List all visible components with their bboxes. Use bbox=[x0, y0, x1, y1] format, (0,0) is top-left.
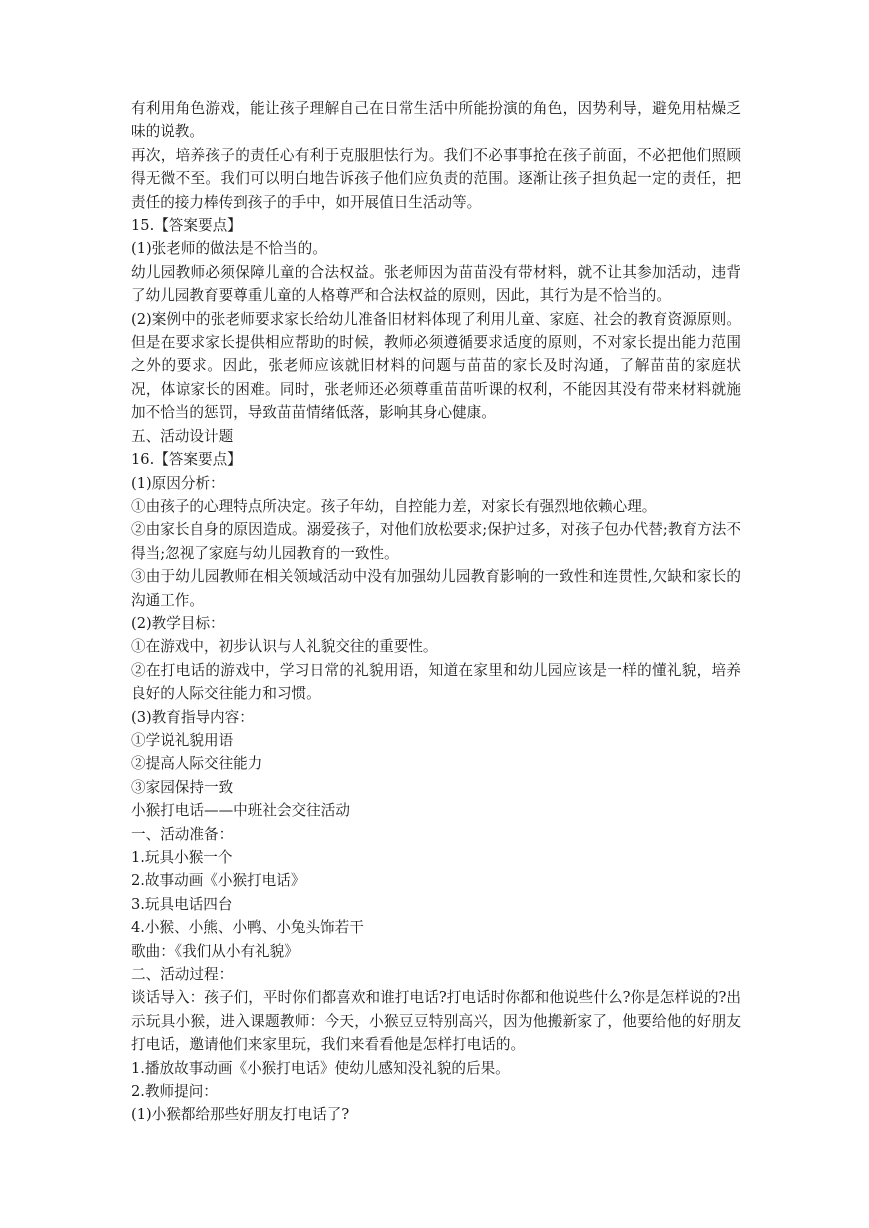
paragraph: ①由孩子的心理特点所决定。孩子年幼，自控能力差，对家长有强烈地依赖心理。 bbox=[131, 497, 657, 515]
paragraph: 有利用角色游戏，能让孩子理解自己在日常生活中所能扮演的角色，因势利导，避免用枯燥乏味的说教。 bbox=[131, 100, 741, 141]
paragraph: (3)教育指导内容： bbox=[131, 708, 254, 726]
paragraph: 2.故事动画《小猴打电话》 bbox=[131, 872, 306, 890]
paragraph: ①学说礼貌用语 bbox=[131, 731, 234, 749]
paragraph: 3.玩具电话四台 bbox=[131, 895, 233, 913]
paragraph: 再次，培养孩子的责任心有利于克服胆怯行为。我们不必事事抢在孩子前面，不必把他们照顾得无微不至。我们可以明白地告诉孩子他们应负责的范围。逐渐让孩子担负起一定的责任，把责任的接力棒传到孩子的手中，如开展值日生活动等。 bbox=[131, 146, 741, 211]
paragraph: 幼儿园教师必须保障儿童的合法权益。张老师因为苗苗没有带材料，就不让其参加活动，违背了幼儿园教育要尊重儿童的人格尊严和合法权益的原则，因此，其行为是不恰当的。 bbox=[131, 263, 741, 305]
section-heading: 五、活动设计题 bbox=[131, 427, 234, 445]
paragraph: ②在打电话的游戏中，学习日常的礼貌用语，知道在家里和幼儿园应该是一样的懂礼貌，培养良好的人际交往能力和习惯。 bbox=[131, 661, 741, 703]
paragraph: 歌曲：《我们从小有礼貌》 bbox=[131, 942, 299, 960]
paragraph: 1.玩具小猴一个 bbox=[131, 849, 233, 866]
paragraph: (1)原因分析： bbox=[131, 474, 225, 492]
answer-heading: 15.【答案要点】 bbox=[131, 217, 242, 235]
paragraph: ②提高人际交往能力 bbox=[131, 755, 263, 773]
paragraph: 谈话导入：孩子们，平时你们都喜欢和谁打电话?打电话时你都和他说些什么?你是怎样说的?出示玩具小猴，进入课题教师：今天，小猴豆豆特别高兴，因为他搬新家了，他要给他的好朋友打电话，邀请他们来家里玩，我们来看看他是怎样打电话的。 bbox=[131, 989, 741, 1054]
paragraph: ③由于幼儿园教师在相关领域活动中没有加强幼儿园教育影响的一致性和连贯性,欠缺和家长的沟通工作。 bbox=[131, 568, 741, 609]
paragraph: (2)案例中的张老师要求家长给幼儿准备旧材料体现了利用儿童、家庭、社会的教育资源原则。但是在要求家长提供相应帮助的时候，教师必须遵循要求适度的原则，不对家长提出能力范围之外的要求。因此，张老师应该就旧材料的问题与苗苗的家长及时沟通，了解苗苗的家庭状况，体谅家长的困难。同时，张老师还必须尊重苗苗听课的权利，不能因其没有带来材料就施加不恰当的惩罚，导致苗苗情绪低落，影响其身心健康。 bbox=[131, 310, 741, 422]
paragraph: (2)教学目标： bbox=[131, 614, 225, 632]
section-heading: 二、活动过程： bbox=[131, 966, 234, 984]
document-body bbox=[131, 97, 741, 1127]
paragraph: 4.小猴、小熊、小鸭、小兔头饰若干 bbox=[131, 919, 364, 937]
paragraph: 1.播放故事动画《小猴打电话》使幼儿感知没礼貌的后果。 bbox=[131, 1059, 510, 1077]
section-heading: 一、活动准备： bbox=[131, 825, 234, 843]
paragraph: ②由家长自身的原因造成。溺爱孩子，对他们放松要求;保护过多，对孩子包办代替;教育方法不得当;忽视了家庭与幼儿园教育的一致性。 bbox=[131, 521, 741, 562]
paragraph: (1)小猴都给那些好朋友打电话了? bbox=[131, 1106, 350, 1124]
activity-title: 小猴打电话——中班社会交往活动 bbox=[131, 802, 350, 820]
paragraph: 2.教师提问： bbox=[131, 1083, 218, 1101]
answer-heading: 16.【答案要点】 bbox=[131, 451, 242, 469]
paragraph: (1)张老师的做法是不恰当的。 bbox=[131, 240, 327, 258]
paragraph: ①在游戏中，初步认识与人礼貌交往的重要性。 bbox=[131, 638, 438, 656]
paragraph: ③家园保持一致 bbox=[131, 778, 234, 796]
